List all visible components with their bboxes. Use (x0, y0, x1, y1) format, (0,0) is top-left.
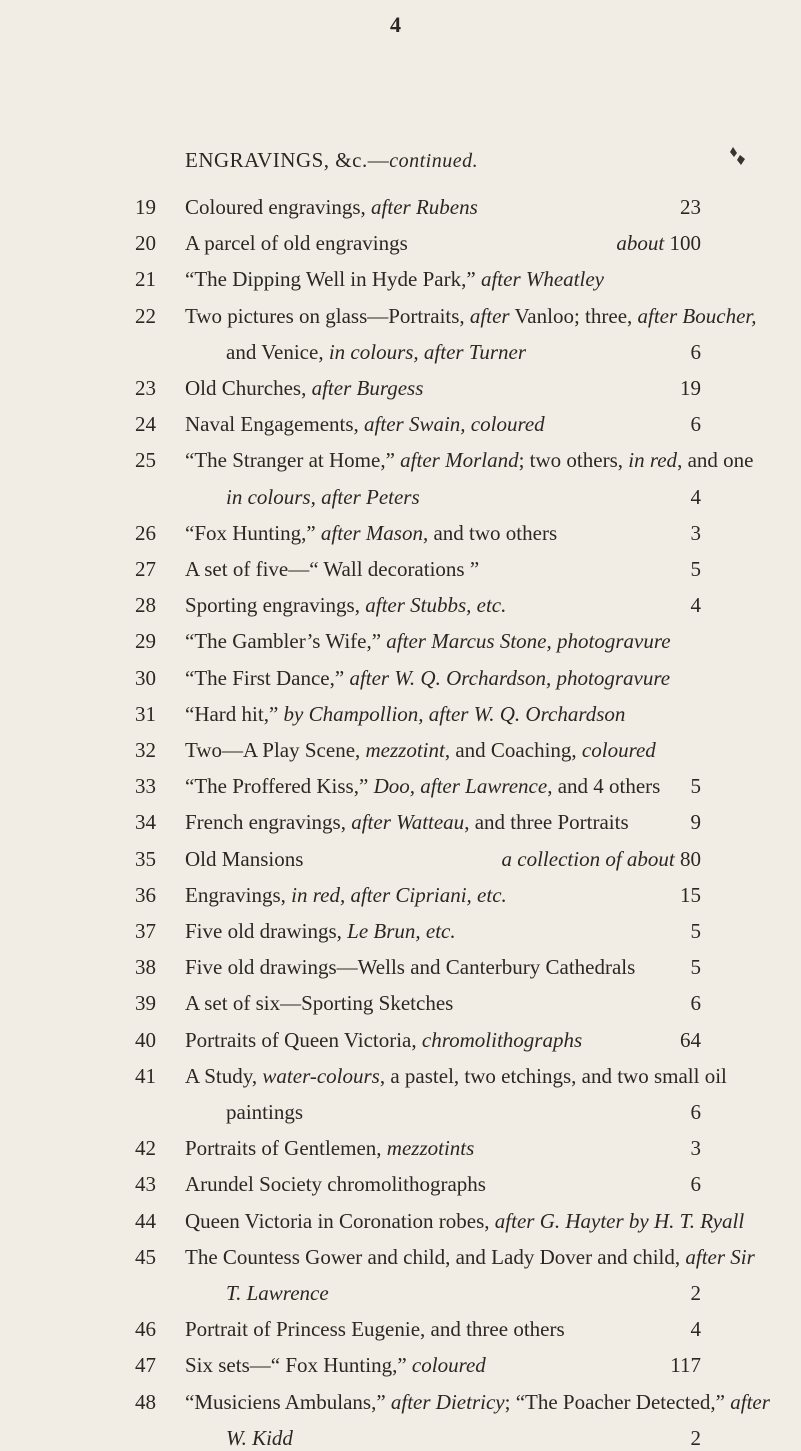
lot-text-run: Five old drawings, (185, 919, 348, 943)
lot-number: 48 (135, 1389, 156, 1414)
lot-number: 21 (135, 267, 156, 292)
lot-text-run: chromolithographs (421, 1027, 583, 1052)
lot-quantity: 5 (690, 919, 701, 943)
lot-text-run: Portrait of Princess Eugenie, and three others (185, 1317, 565, 1342)
lot-number: 35 (135, 846, 156, 871)
lot-description (185, 629, 700, 654)
lot-text-run: A set of five—“ Wall decorations ” (185, 557, 480, 581)
lot-text-run: Old Churches, (185, 376, 312, 400)
lot-text-run: paintings (226, 1099, 303, 1124)
lot-number: 22 (135, 303, 156, 328)
lot-quantity: 19 (680, 376, 701, 400)
lot-text-run: Doo, after Lawrence (373, 774, 548, 799)
lot-quantity: 5 (690, 557, 701, 581)
lot-text-run: , and Coaching, (444, 738, 582, 762)
lot-quantity: 4 (690, 1317, 701, 1342)
lot-text-run: in red (628, 448, 678, 473)
lot-description (185, 1136, 700, 1161)
lot-text-run: coloured (411, 1353, 486, 1378)
lot-text-run: mezzotint (365, 738, 445, 762)
lot-number: 32 (135, 738, 156, 762)
lot-text-run: Queen Victoria in Coronation robes, (185, 1208, 495, 1233)
lot-number: 19 (135, 195, 156, 219)
lot-description (185, 1172, 700, 1197)
page-number: 4 (390, 12, 401, 37)
lot-text-run: ; two others, (518, 448, 629, 473)
lot-quantity: 3 (690, 1136, 701, 1161)
lot-text-run: after Dietricy (390, 1389, 505, 1414)
lot-number: 45 (135, 1244, 156, 1269)
lot-text-run: , and 4 others (547, 774, 661, 799)
lot-description (185, 702, 700, 727)
lot-description (185, 810, 700, 835)
header-title: ENGRAVINGS, &c.— (185, 148, 390, 172)
lot-text-run: French engravings, (185, 810, 352, 835)
lot-quantity: 6 (690, 339, 701, 364)
lot-description (185, 303, 757, 329)
lot-text-run: , and three Portraits (464, 810, 629, 835)
lot-number: 36 (135, 882, 156, 907)
lot-text-run: after Swain, coloured (364, 412, 545, 437)
lot-description (185, 1063, 727, 1089)
lot-text-run: , and two others (422, 520, 558, 545)
lot-number: 26 (135, 520, 156, 545)
lot-text-run: Vanloo; three, (509, 303, 638, 328)
page-header (185, 148, 705, 173)
lot-quantity: 2 (690, 1425, 701, 1450)
lot-text-run: Two pictures on glass—Portraits, (185, 303, 470, 328)
lot-description (185, 955, 700, 980)
lot-text-run: A Study, (185, 1063, 263, 1088)
lot-description (185, 557, 700, 582)
lot-text-run: coloured (581, 738, 656, 762)
lot-text-run: after G. Hayter by H. T. Ryall (494, 1208, 745, 1233)
lot-description (185, 774, 700, 799)
lot-number: 28 (135, 593, 156, 618)
lot-text-run: “Musiciens Ambulans,” (185, 1389, 391, 1414)
lot-description (185, 412, 700, 437)
lot-text-run: Engravings, (185, 882, 292, 907)
lot-text-run: after Wheatley (480, 267, 604, 292)
lot-description (185, 1244, 755, 1270)
lot-description (226, 1426, 700, 1451)
lot-description (185, 883, 700, 908)
lot-text-run: ; “The Poacher Detected,” (504, 1389, 731, 1414)
lot-number: 25 (135, 448, 156, 473)
lot-number: 24 (135, 412, 156, 437)
lot-quantity: 4 (690, 593, 701, 618)
lot-text-run: mezzotints (386, 1136, 475, 1161)
lot-text-run: T. Lawrence (226, 1280, 329, 1305)
lot-text-run: after Sir (685, 1244, 755, 1269)
lot-number: 40 (135, 1027, 156, 1052)
lot-text-run: Portraits of Queen Victoria, (185, 1027, 422, 1052)
lot-text-run: water-colours (262, 1063, 380, 1088)
header-continued: continued. (389, 150, 479, 172)
lot-text-run: Sporting engravings, (185, 593, 366, 618)
lot-description (185, 1028, 700, 1053)
lot-number: 30 (135, 665, 156, 690)
lot-number: 27 (135, 557, 156, 581)
lot-text-run: “The Proffered Kiss,” (185, 774, 374, 799)
lot-text-run: Arundel Society chromolithographs (185, 1172, 486, 1197)
lot-text-run: “Fox Hunting,” (185, 520, 321, 545)
lot-number: 47 (135, 1353, 156, 1378)
lot-quantity: 2 (690, 1280, 701, 1305)
lot-text-run: after Mason (320, 520, 423, 545)
lot-description (226, 1281, 700, 1306)
lot-number: 46 (135, 1317, 156, 1342)
lot-text-run: after Stubbs, etc. (365, 593, 507, 618)
lot-text-run: after (469, 303, 510, 328)
lot-text-run: and Venice, (226, 339, 329, 364)
lot-text-run: after Marcus Stone, photogravure (386, 629, 671, 654)
lot-number: 34 (135, 810, 156, 835)
lot-text-run: A parcel of old engravings (185, 231, 408, 256)
lot-text-run: W. Kidd (226, 1425, 293, 1450)
lot-description (185, 1389, 770, 1415)
lot-description (185, 991, 700, 1016)
lot-text-run: after Rubens (371, 195, 478, 219)
lot-text-run: after W. Q. Orchardson, photogravure (349, 665, 671, 690)
lot-text-run: after Burgess (311, 376, 424, 400)
lot-description (185, 1208, 745, 1234)
lot-text-run: Old Mansions (185, 846, 304, 871)
lot-description (185, 376, 700, 401)
lot-quantity: 5 (690, 774, 701, 799)
lot-number: 37 (135, 919, 156, 943)
lot-description (185, 1317, 700, 1342)
lot-text-run: in colours, after Peters (226, 484, 420, 509)
lot-description (185, 448, 754, 473)
lot-text-run: after Morland (400, 448, 519, 473)
lot-text-run: after Boucher, (637, 303, 757, 328)
lot-text-run: Le Brun, etc. (347, 919, 456, 943)
lot-quantity: 6 (690, 1099, 701, 1124)
lot-number: 41 (135, 1063, 156, 1088)
lot-number: 20 (135, 231, 156, 256)
lot-description (185, 1353, 700, 1378)
lot-text-run: by Champollion, after W. Q. Orchardson (283, 701, 626, 726)
lot-description (226, 485, 700, 510)
lot-quantity: 9 (690, 810, 701, 835)
lot-number: 44 (135, 1208, 156, 1233)
lot-number: 31 (135, 701, 156, 726)
lot-description (185, 195, 700, 220)
lot-text-run: Six sets—“ Fox Hunting,” (185, 1353, 412, 1378)
lot-description (185, 738, 700, 763)
lot-description (185, 666, 700, 691)
lot-quantity: 15 (680, 882, 701, 907)
lot-number: 39 (135, 991, 156, 1016)
lot-text-run: , a pastel, two etchings, and two small oil (379, 1063, 727, 1088)
ink-mark-icon (727, 145, 751, 169)
lot-description (226, 340, 700, 365)
lot-quantity: 3 (690, 520, 701, 545)
lot-text-run: after (730, 1389, 770, 1414)
lot-number: 23 (135, 376, 156, 400)
lot-text-run: “The First Dance,” (185, 665, 350, 690)
lot-number: 43 (135, 1172, 156, 1197)
lot-text-run: Portraits of Gentlemen, (185, 1136, 387, 1161)
lot-text-run: Five old drawings—Wells and Canterbury Cathedrals (185, 955, 636, 980)
lot-quantity: 5 (690, 955, 701, 980)
lot-text-run: “The Dipping Well in Hyde Park,” (185, 267, 481, 292)
lot-quantity: 117 (670, 1353, 701, 1378)
lot-text-run: A set of six—Sporting Sketches (185, 991, 454, 1016)
lot-text-run: , and one (677, 448, 754, 473)
lot-quantity: about 100 (616, 231, 701, 256)
lot-quantity: 6 (690, 1172, 701, 1197)
lot-quantity: a collection of about 80 (501, 846, 701, 871)
lot-number: 38 (135, 955, 156, 980)
lot-description (185, 919, 700, 944)
lot-text-run: Naval Engagements, (185, 412, 365, 437)
lot-number: 33 (135, 774, 156, 799)
lot-text-run: after Watteau (351, 810, 465, 835)
lot-quantity: 6 (690, 991, 701, 1016)
lot-description (185, 593, 700, 618)
lot-text-run: “Hard hit,” (185, 701, 284, 726)
lot-description (185, 267, 700, 292)
lot-quantity: 6 (690, 412, 701, 437)
lot-text-run: in colours, after Turner (328, 339, 527, 364)
lot-text-run: “The Stranger at Home,” (185, 448, 401, 473)
lot-description (226, 1100, 700, 1125)
lot-text-run: “The Gambler’s Wife,” (185, 629, 387, 654)
lot-text-run: in red, after Cipriani, etc. (291, 882, 507, 907)
lot-text-run: Coloured engravings, (185, 195, 372, 219)
lot-text-run: The Countess Gower and child, and Lady Dover and child, (185, 1244, 686, 1269)
lot-description (185, 521, 700, 546)
lot-quantity: 4 (690, 484, 701, 509)
lot-number: 29 (135, 629, 156, 654)
lot-number: 42 (135, 1136, 156, 1161)
lot-quantity: 64 (680, 1027, 701, 1052)
lot-quantity: 23 (680, 195, 701, 219)
lot-text-run: Two—A Play Scene, (185, 738, 366, 762)
